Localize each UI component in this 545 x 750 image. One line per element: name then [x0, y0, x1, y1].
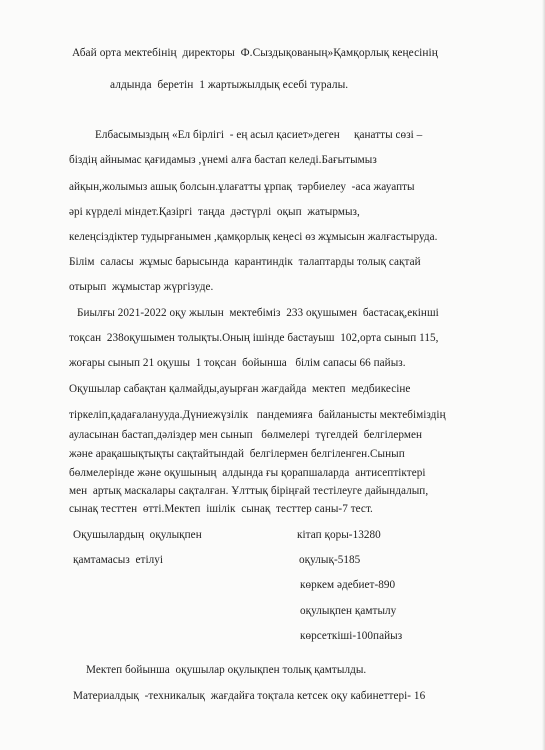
paragraph-1-line-5: келеңсіздіктер тудырғанымен ,қамқорлық кеңесі өз жұмысын жалғастыруда.	[69, 231, 438, 243]
provision-label-line-1: Оқушылардың оқулықпен	[73, 529, 202, 541]
paragraph-2-line-2: тоқсан 238оқушымен толықты.Оның ішінде бастауыш 102,орта сынып 115,	[69, 332, 439, 344]
paragraph-2-line-4: Оқушылар сабақтан қалмайды,ауырған жағдайда мектеп медбикесіне	[69, 383, 411, 395]
paragraph-1-line-4: әрі күрделі міндет.Қазіргі таңда дәстүрлі оқып жатырмыз,	[69, 206, 360, 218]
paragraph-1-line-6: Білім саласы жұмыс барысында карантиндік талаптарды толық сақтай	[69, 256, 421, 268]
paragraph-2-line-6: ауласынан бастап,дәліздер мен сынып бөлмелері түгелдей белгілермен	[69, 429, 423, 441]
report-title-line-2: алдында беретін 1 жартыжылдық есебі туралы.	[110, 79, 349, 91]
paragraph-1-line-2: біздің айнымас қағидамыз ,үнемі алға бастап келеді.Бағытымыз	[69, 154, 377, 166]
provision-value-textbooks: оқулық-5185	[299, 554, 361, 566]
paragraph-2-line-8: бөлмелерінде және оқушының алдында ғы қорапшаларда антисептіктері	[69, 467, 426, 479]
paragraph-2-line-7: және арақашықтықты сақтайтындай белгілермен белгіленген.Сынып	[69, 448, 405, 460]
provision-value-book-fund: кітап қоры-13280	[297, 529, 381, 541]
paragraph-2-line-10: сынақ тесттен өтті.Мектеп ішілік сынақ тесттер саны-7 тест.	[69, 503, 373, 515]
report-title-line-1: Абай орта мектебінің директоры Ф.Сыздықованың»Қамқорлық кеңесінің	[72, 47, 438, 59]
closing-line-1: Мектеп бойынша оқушылар оқулықпен толық қамтылды.	[86, 664, 367, 676]
provision-value-coverage-label: оқулықпен қамтылу	[300, 605, 397, 617]
paragraph-1-line-3: айқын,жолымыз ашық болсын.ұлағатты ұрпақ тәрбиелеу -аса жауапты	[69, 181, 415, 193]
provision-value-fiction: көркем әдебиет-890	[300, 579, 396, 591]
paragraph-1-line-1: Елбасымыздың «Ел бірлігі - ең асыл қасиет»деген қанатты сөзі –	[95, 129, 423, 141]
paragraph-2-line-5: тіркеліп,қадағаланууда.Дүниежүзілік пандемияға байланысты мектебіміздің	[69, 409, 446, 421]
provision-value-coverage-percent: көрсеткіші-100пайыз	[300, 630, 403, 642]
closing-line-2: Материалдық -техникалық жағдайға тоқтала кетсек оқу кабинеттері- 16	[73, 690, 426, 702]
provision-label-line-2: қамтамасыз етілуі	[73, 554, 164, 566]
paragraph-1-line-7: отырып жұмыстар жүргізуде.	[69, 281, 214, 293]
paragraph-2-line-3: жоғары сынып 21 оқушы 1 тоқсан бойынша білім сапасы 66 пайыз.	[69, 357, 406, 369]
paragraph-2-line-9: мен артық маскалары сақталған. Ұлттық біріңғай тестілеуге дайындалып,	[69, 485, 429, 497]
paragraph-2-line-1: Биылғы 2021-2022 оқу жылын мектебіміз 233 оқушымен бастасақ,екінші	[77, 307, 439, 319]
